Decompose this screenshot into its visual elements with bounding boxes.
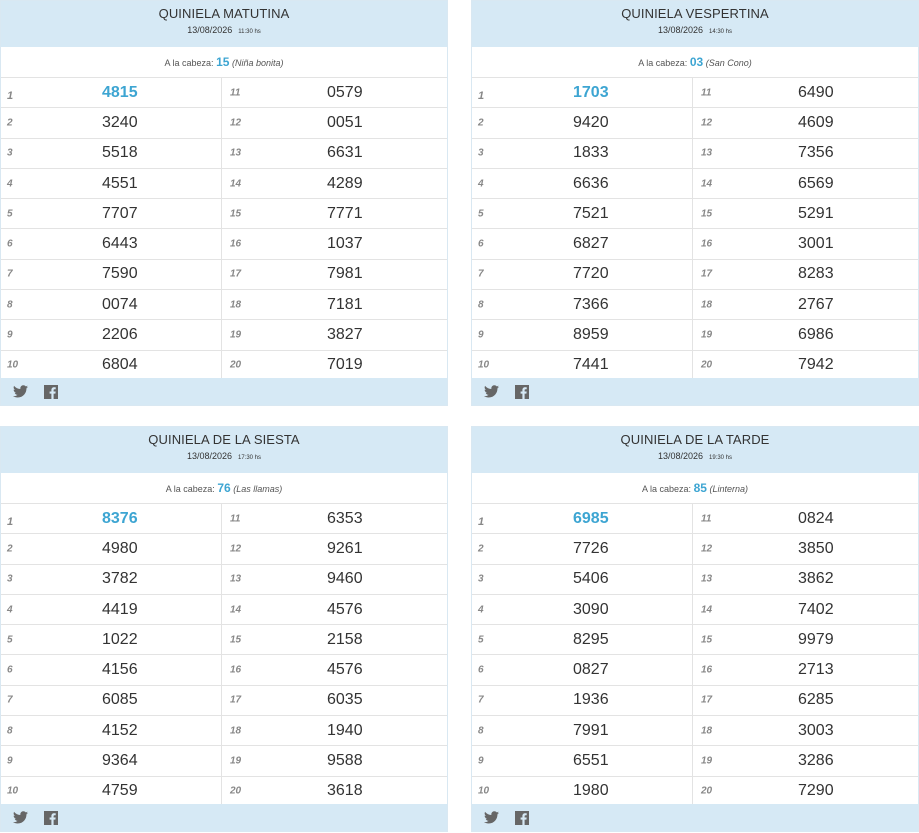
result-number: 6551 — [573, 752, 609, 770]
result-cell — [472, 260, 693, 290]
result-position: 19 — [701, 329, 713, 341]
panel-time: 11:30 hs — [238, 29, 261, 35]
cabeza-name: (Niña bonita) — [231, 58, 284, 68]
result-position: 16 — [230, 664, 242, 676]
panel-datetime — [472, 451, 918, 464]
result-cell — [693, 320, 918, 350]
result-number: 7366 — [573, 295, 609, 313]
result-cell — [222, 260, 447, 290]
result-position: 10 — [478, 785, 490, 797]
share-bar — [1, 378, 447, 405]
result-position: 1 — [478, 89, 485, 102]
result-number: 4576 — [327, 661, 363, 679]
result-number: 7991 — [573, 721, 609, 739]
result-cell — [472, 777, 693, 807]
cabeza-number: 85 — [693, 481, 707, 495]
result-cell — [1, 229, 222, 259]
result-position: 20 — [230, 785, 242, 797]
result-cell — [693, 686, 918, 716]
result-cell — [222, 655, 447, 685]
result-number: 4289 — [327, 174, 363, 192]
cabeza-label: A la cabeza: — [165, 484, 215, 494]
result-position: 19 — [701, 755, 713, 767]
result-position: 1 — [478, 515, 485, 528]
cabeza-name: (Linterna) — [709, 484, 748, 494]
result-cell — [222, 199, 447, 229]
result-cell — [693, 260, 918, 290]
result-cell — [1, 78, 222, 108]
result-position: 7 — [478, 694, 484, 706]
twitter-icon[interactable] — [484, 385, 499, 403]
result-position: 16 — [701, 238, 713, 250]
result-cell — [1, 777, 222, 807]
result-number: 4551 — [102, 174, 138, 192]
panel-header — [472, 1, 918, 47]
result-number: 9588 — [327, 752, 363, 770]
cabeza-name: (Las llamas) — [233, 484, 283, 494]
result-cell — [1, 504, 222, 534]
result-position: 12 — [230, 117, 242, 129]
result-number: 7521 — [573, 204, 609, 222]
result-cell — [1, 199, 222, 229]
result-number: 9261 — [327, 539, 363, 557]
result-number: 1936 — [573, 691, 609, 709]
result-number: 2767 — [798, 295, 834, 313]
result-cell — [472, 199, 693, 229]
result-number: 0051 — [327, 113, 363, 131]
result-position: 17 — [230, 694, 242, 706]
results-grid — [472, 78, 918, 381]
results-grid — [1, 78, 447, 381]
result-number: 4759 — [102, 782, 138, 800]
panel-time: 17:30 hs — [238, 455, 262, 461]
result-number: 3003 — [798, 721, 834, 739]
result-cell — [1, 290, 222, 320]
twitter-icon[interactable] — [13, 385, 28, 403]
result-cell — [693, 565, 918, 595]
facebook-icon[interactable] — [515, 385, 529, 404]
share-bar — [472, 378, 918, 405]
result-cell — [693, 229, 918, 259]
result-position: 3 — [478, 147, 484, 159]
result-cell — [693, 504, 918, 534]
result-number: 0824 — [798, 509, 834, 527]
result-number: 1940 — [327, 721, 363, 739]
result-number: 6986 — [798, 326, 834, 344]
result-position: 14 — [701, 178, 713, 190]
result-cell — [1, 625, 222, 655]
result-position: 20 — [701, 359, 713, 371]
result-number: 3782 — [102, 570, 138, 588]
result-cell — [693, 351, 918, 381]
result-position: 9 — [7, 329, 13, 341]
result-position: 3 — [478, 573, 484, 585]
cabeza-row — [472, 473, 918, 504]
result-position: 18 — [230, 725, 242, 737]
result-number: 7181 — [327, 295, 363, 313]
result-number: 6631 — [327, 144, 363, 162]
result-number: 9364 — [102, 752, 138, 770]
result-number: 0827 — [573, 661, 609, 679]
result-position: 8 — [478, 299, 484, 311]
result-position: 13 — [701, 573, 713, 585]
panel-date: 13/08/2026 — [187, 25, 233, 35]
result-cell — [222, 746, 447, 776]
cabeza-number: 15 — [216, 55, 230, 69]
result-cell — [693, 655, 918, 685]
result-number: 5406 — [573, 570, 609, 588]
result-position: 17 — [230, 268, 242, 280]
result-number: 3286 — [798, 752, 834, 770]
result-cell — [1, 260, 222, 290]
panel-date: 13/08/2026 — [657, 451, 703, 461]
result-position: 13 — [230, 573, 242, 585]
cabeza-row — [472, 47, 918, 78]
result-number: 6490 — [798, 83, 834, 101]
result-number: 2206 — [102, 326, 138, 344]
panel-header — [1, 427, 447, 473]
result-cell — [693, 777, 918, 807]
result-number: 3001 — [798, 235, 834, 253]
result-number: 4156 — [102, 661, 138, 679]
result-number: 9460 — [327, 570, 363, 588]
result-number: 1833 — [573, 144, 609, 162]
panel-time: 19:30 hs — [709, 455, 733, 461]
result-cell — [693, 746, 918, 776]
panel-title: QUINIELA MATUTINA — [158, 6, 290, 21]
panel-header — [1, 1, 447, 47]
twitter-icon[interactable] — [13, 811, 28, 829]
result-number: 6985 — [573, 509, 609, 527]
panel-title: QUINIELA DE LA SIESTA — [148, 432, 300, 447]
result-number: 9420 — [573, 113, 609, 131]
result-cell — [472, 351, 693, 381]
result-cell — [1, 534, 222, 564]
result-position: 14 — [230, 178, 242, 190]
result-number: 6285 — [798, 691, 834, 709]
result-number: 7356 — [798, 144, 834, 162]
result-position: 2 — [7, 117, 13, 129]
result-position: 10 — [478, 359, 490, 371]
cabeza-row — [1, 47, 447, 78]
result-cell — [222, 320, 447, 350]
result-position: 4 — [478, 178, 484, 190]
result-position: 15 — [701, 634, 713, 646]
quiniela-panel — [471, 426, 919, 832]
panel-datetime — [1, 25, 447, 38]
result-number: 6569 — [798, 174, 834, 192]
result-position: 5 — [7, 634, 13, 646]
share-bar — [1, 804, 447, 831]
result-position: 10 — [7, 359, 19, 371]
result-cell — [693, 290, 918, 320]
result-number: 0579 — [327, 83, 363, 101]
share-bar — [472, 804, 918, 831]
facebook-icon[interactable] — [44, 811, 58, 830]
result-number: 2158 — [327, 630, 363, 648]
result-number: 7707 — [102, 204, 138, 222]
result-position: 7 — [7, 694, 13, 706]
result-position: 2 — [478, 117, 484, 129]
panel-datetime — [1, 451, 447, 464]
result-cell — [222, 534, 447, 564]
result-number: 3240 — [102, 113, 138, 131]
result-number: 3862 — [798, 570, 834, 588]
quiniela-panel — [0, 426, 448, 832]
result-number: 6035 — [327, 691, 363, 709]
result-number: 4576 — [327, 600, 363, 618]
result-cell — [693, 169, 918, 199]
results-grid — [472, 504, 918, 807]
result-cell — [1, 595, 222, 625]
result-number: 6827 — [573, 235, 609, 253]
result-position: 8 — [7, 725, 13, 737]
result-position: 11 — [701, 87, 712, 99]
result-cell — [222, 625, 447, 655]
result-position: 20 — [701, 785, 713, 797]
result-cell — [222, 229, 447, 259]
result-position: 11 — [230, 87, 241, 99]
result-position: 16 — [701, 664, 713, 676]
result-position: 18 — [230, 299, 242, 311]
result-position: 15 — [230, 634, 242, 646]
result-cell — [693, 139, 918, 169]
result-cell — [222, 504, 447, 534]
result-cell — [472, 504, 693, 534]
result-position: 2 — [478, 543, 484, 555]
result-position: 2 — [7, 543, 13, 555]
result-cell — [472, 108, 693, 138]
result-cell — [693, 625, 918, 655]
result-number: 3850 — [798, 539, 834, 557]
result-cell — [472, 534, 693, 564]
result-cell — [693, 78, 918, 108]
quiniela-panel — [471, 0, 919, 406]
result-number: 7290 — [798, 782, 834, 800]
result-cell — [693, 595, 918, 625]
result-position: 4 — [7, 604, 13, 616]
panel-title: QUINIELA DE LA TARDE — [620, 432, 770, 447]
result-number: 4609 — [798, 113, 834, 131]
result-number: 7720 — [573, 265, 609, 283]
result-position: 19 — [230, 329, 242, 341]
facebook-icon[interactable] — [515, 811, 529, 830]
result-cell — [222, 290, 447, 320]
result-cell — [222, 351, 447, 381]
result-position: 4 — [478, 604, 484, 616]
result-cell — [472, 169, 693, 199]
result-cell — [222, 139, 447, 169]
result-cell — [1, 351, 222, 381]
result-cell — [472, 746, 693, 776]
result-number: 8283 — [798, 265, 834, 283]
result-position: 8 — [7, 299, 13, 311]
result-position: 8 — [478, 725, 484, 737]
result-position: 17 — [701, 268, 713, 280]
panel-header — [472, 427, 918, 473]
result-position: 9 — [7, 755, 13, 767]
result-cell — [693, 716, 918, 746]
result-position: 3 — [7, 147, 13, 159]
result-number: 1980 — [573, 782, 609, 800]
result-position: 19 — [230, 755, 242, 767]
result-position: 11 — [230, 513, 241, 525]
result-number: 3618 — [327, 782, 363, 800]
quiniela-panel — [0, 0, 448, 406]
result-cell — [693, 108, 918, 138]
result-number: 5291 — [798, 204, 834, 222]
result-position: 5 — [478, 208, 484, 220]
panel-date: 13/08/2026 — [186, 451, 232, 461]
result-position: 9 — [478, 755, 484, 767]
panel-datetime — [472, 25, 918, 38]
result-number: 6804 — [102, 356, 138, 374]
result-cell — [472, 229, 693, 259]
result-cell — [693, 534, 918, 564]
result-position: 3 — [7, 573, 13, 585]
result-number: 7441 — [573, 356, 609, 374]
result-cell — [1, 169, 222, 199]
result-position: 11 — [701, 513, 712, 525]
result-position: 7 — [7, 268, 13, 280]
result-number: 3090 — [573, 600, 609, 618]
result-cell — [222, 78, 447, 108]
result-cell — [693, 199, 918, 229]
result-cell — [472, 686, 693, 716]
result-cell — [472, 290, 693, 320]
result-cell — [1, 746, 222, 776]
result-cell — [1, 320, 222, 350]
result-cell — [1, 565, 222, 595]
result-number: 7981 — [327, 265, 363, 283]
cabeza-row — [1, 473, 447, 504]
cabeza-number: 03 — [689, 55, 704, 69]
result-position: 5 — [7, 208, 13, 220]
result-number: 5518 — [102, 144, 138, 162]
panel-title: QUINIELA VESPERTINA — [621, 6, 769, 21]
result-cell — [222, 169, 447, 199]
result-cell — [1, 655, 222, 685]
result-cell — [1, 108, 222, 138]
result-position: 12 — [701, 117, 713, 129]
result-number: 0074 — [102, 295, 138, 313]
result-number: 9979 — [798, 630, 834, 648]
result-position: 7 — [478, 268, 484, 280]
result-number: 4815 — [102, 83, 138, 101]
result-cell — [472, 655, 693, 685]
result-cell — [1, 686, 222, 716]
cabeza-label: A la cabeza: — [638, 58, 688, 68]
result-cell — [222, 777, 447, 807]
result-position: 6 — [7, 664, 13, 676]
results-grid — [1, 504, 447, 807]
cabeza-number: 76 — [217, 481, 231, 495]
result-number: 7402 — [798, 600, 834, 618]
result-cell — [472, 625, 693, 655]
result-position: 13 — [701, 147, 713, 159]
result-number: 8376 — [102, 509, 138, 527]
twitter-icon[interactable] — [484, 811, 499, 829]
result-position: 12 — [230, 543, 242, 555]
result-cell — [222, 595, 447, 625]
result-position: 10 — [7, 785, 19, 797]
result-cell — [472, 78, 693, 108]
result-cell — [222, 108, 447, 138]
result-position: 20 — [230, 359, 242, 371]
result-number: 8959 — [573, 326, 609, 344]
result-position: 1 — [7, 89, 14, 102]
cabeza-label: A la cabeza: — [642, 484, 692, 494]
result-number: 1037 — [327, 235, 363, 253]
result-cell — [472, 716, 693, 746]
result-number: 7771 — [327, 204, 363, 222]
panel-time: 14:30 hs — [709, 29, 733, 35]
result-cell — [222, 565, 447, 595]
facebook-icon[interactable] — [44, 385, 58, 404]
result-position: 18 — [701, 725, 713, 737]
cabeza-name: (San Cono) — [705, 58, 752, 68]
result-position: 1 — [7, 515, 14, 528]
result-position: 16 — [230, 238, 242, 250]
result-number: 7726 — [573, 539, 609, 557]
result-number: 1022 — [102, 630, 138, 648]
result-position: 15 — [230, 208, 242, 220]
result-number: 7942 — [798, 356, 834, 374]
result-position: 12 — [701, 543, 713, 555]
result-number: 8295 — [573, 630, 609, 648]
result-number: 3827 — [327, 326, 363, 344]
result-position: 6 — [7, 238, 13, 250]
result-position: 17 — [701, 694, 713, 706]
result-cell — [472, 565, 693, 595]
result-position: 14 — [230, 604, 242, 616]
result-position: 14 — [701, 604, 713, 616]
result-number: 6085 — [102, 691, 138, 709]
result-position: 5 — [478, 634, 484, 646]
result-position: 6 — [478, 664, 484, 676]
result-number: 7019 — [327, 356, 363, 374]
result-number: 6353 — [327, 509, 363, 527]
result-cell — [1, 139, 222, 169]
result-position: 6 — [478, 238, 484, 250]
result-position: 18 — [701, 299, 713, 311]
result-number: 6636 — [573, 174, 609, 192]
result-cell — [472, 139, 693, 169]
result-number: 4980 — [102, 539, 138, 557]
panel-date: 13/08/2026 — [657, 25, 703, 35]
result-number: 1703 — [573, 83, 609, 101]
result-position: 9 — [478, 329, 484, 341]
cabeza-label: A la cabeza: — [164, 58, 214, 68]
result-number: 6443 — [102, 235, 138, 253]
result-cell — [222, 716, 447, 746]
result-number: 7590 — [102, 265, 138, 283]
result-number: 4419 — [102, 600, 138, 618]
result-cell — [222, 686, 447, 716]
result-cell — [472, 595, 693, 625]
result-position: 15 — [701, 208, 713, 220]
result-position: 13 — [230, 147, 242, 159]
result-cell — [1, 716, 222, 746]
result-number: 4152 — [102, 721, 138, 739]
result-cell — [472, 320, 693, 350]
result-position: 4 — [7, 178, 13, 190]
result-number: 2713 — [798, 661, 834, 679]
